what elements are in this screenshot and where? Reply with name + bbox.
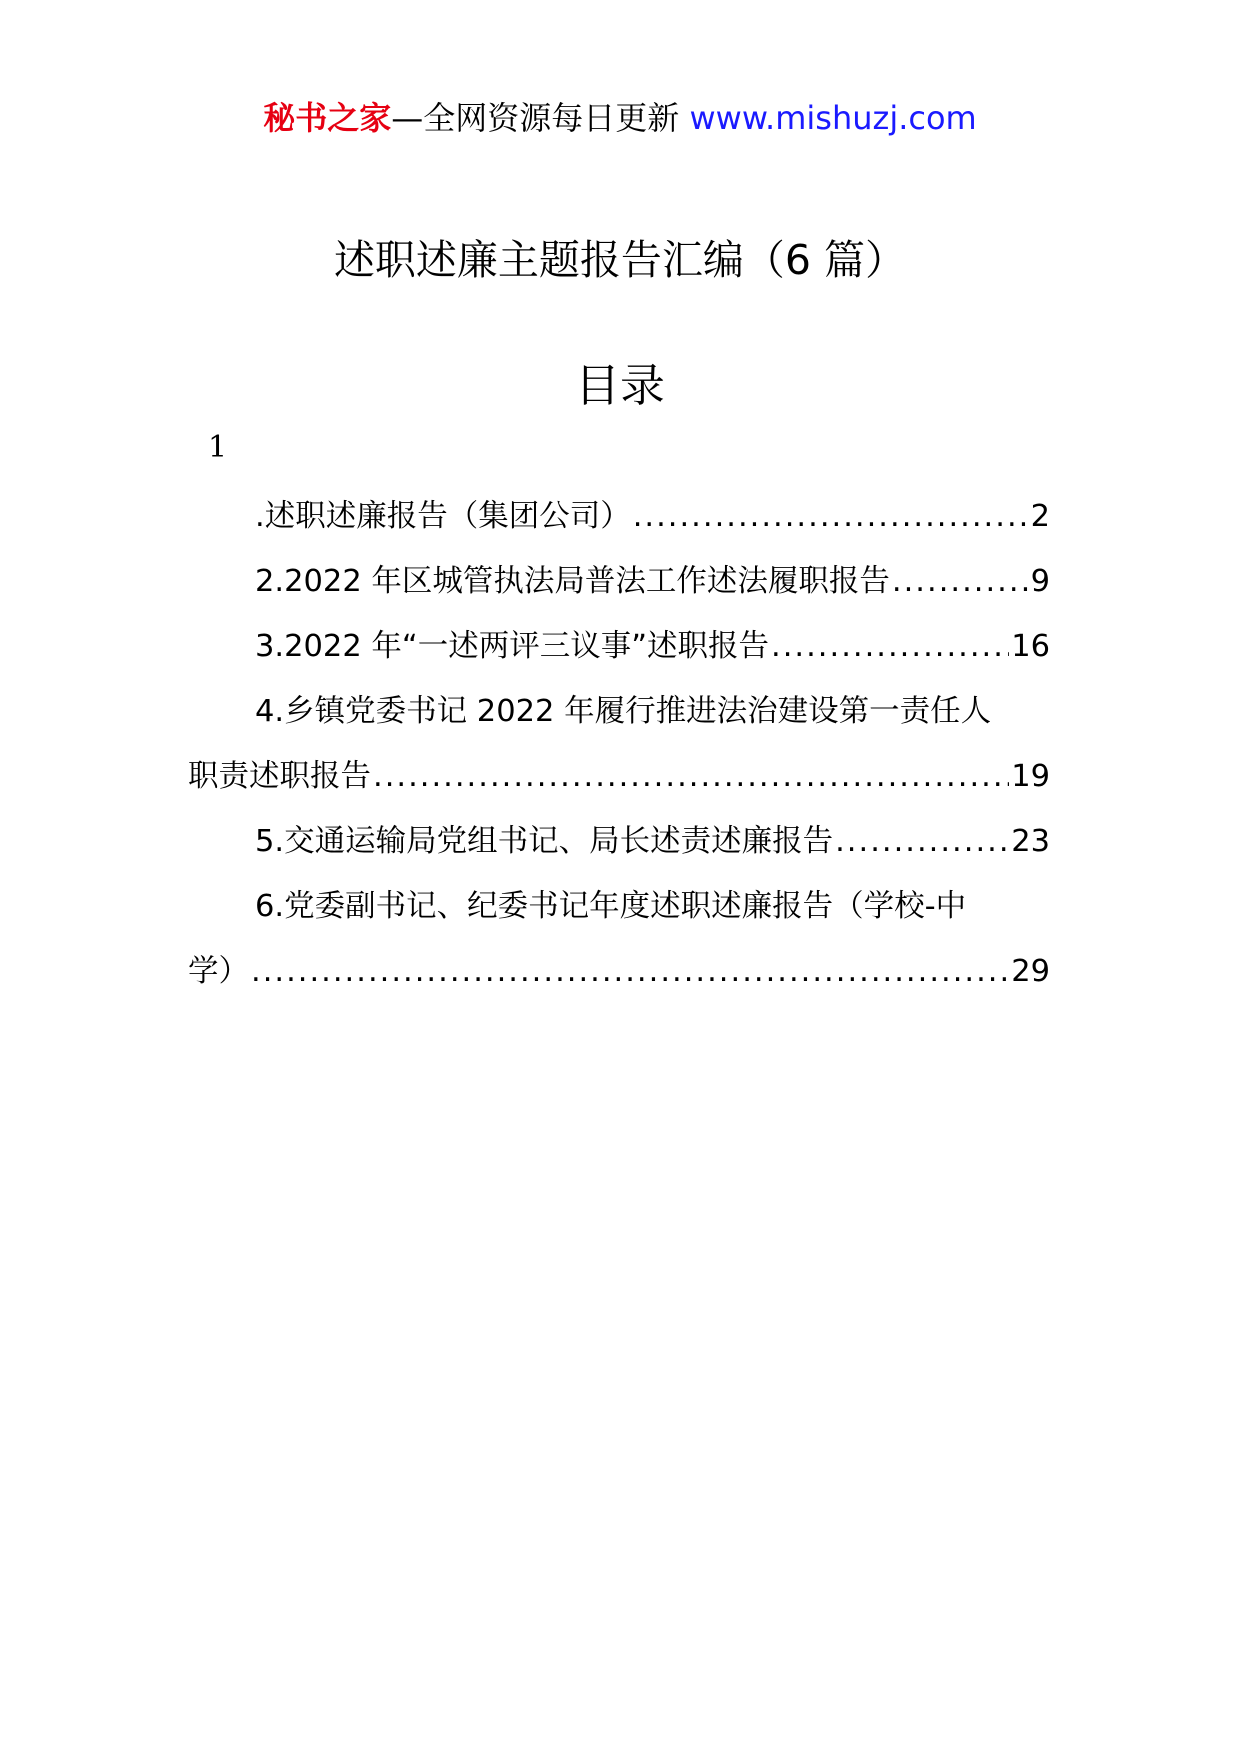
toc-entry-line (188, 809, 1050, 874)
toc-entry-3[interactable] (188, 614, 1050, 679)
toc-entry-1[interactable] (188, 484, 1050, 549)
toc-entry-page: 16 (1011, 629, 1050, 664)
toc-leader-dots (771, 614, 1009, 679)
site-url-link[interactable]: www.mishuzj.com (689, 99, 977, 137)
document-title: 述职述廉主题报告汇编（6 篇） (333, 236, 907, 284)
toc-entry-5[interactable] (188, 809, 1050, 874)
page-number: 1 (208, 430, 228, 465)
toc-entry-line (188, 939, 1050, 1004)
toc-entry-title: 6.党委副书记、纪委书记年度述职述廉报告（学校-中 (255, 889, 967, 924)
toc-heading: 目录 (574, 359, 665, 412)
toc-entry-page: 29 (1011, 954, 1050, 989)
toc-entry-title: 5.交通运输局党组书记、局长述责述廉报告 (255, 824, 834, 859)
toc-leader-dots (633, 484, 1029, 549)
toc-entry-line (188, 549, 1050, 614)
toc-entry-page: 23 (1011, 824, 1050, 859)
toc-entry-line (188, 679, 1050, 744)
toc-entry-line (188, 874, 1050, 939)
header-slogan: —全网资源每日更新 (391, 99, 690, 137)
toc-entry-page: 9 (1030, 564, 1050, 599)
toc-entry-page: 19 (1011, 759, 1050, 794)
toc-entry-line (188, 614, 1050, 679)
toc-entry-6[interactable] (188, 874, 1050, 1004)
toc-leader-dots (892, 549, 1029, 614)
toc-entry-title: 3.2022 年“一述两评三议事”述职报告 (255, 629, 770, 664)
toc-entry-title: .述职述廉报告（集团公司） (255, 499, 631, 534)
toc-entry-line (188, 744, 1050, 809)
toc-entry-page: 2 (1030, 499, 1050, 534)
toc-leader-dots (251, 939, 1009, 1004)
toc-leader-dots (373, 744, 1009, 809)
toc-entry-line (188, 484, 1050, 549)
toc-entry-title-continued: 职责述职报告 (188, 759, 371, 794)
toc-leader-dots (835, 809, 1009, 874)
toc-entry-4[interactable] (188, 679, 1050, 809)
table-of-contents (188, 484, 1050, 1004)
toc-entry-title: 2.2022 年区城管执法局普法工作述法履职报告 (255, 564, 890, 599)
toc-entry-2[interactable] (188, 549, 1050, 614)
site-header (0, 98, 1240, 138)
brand-name: 秘书之家 (263, 99, 392, 137)
toc-entry-title-continued: 学） (188, 954, 249, 989)
toc-entry-title: 4.乡镇党委书记 2022 年履行推进法治建设第一责任人 (255, 694, 992, 729)
